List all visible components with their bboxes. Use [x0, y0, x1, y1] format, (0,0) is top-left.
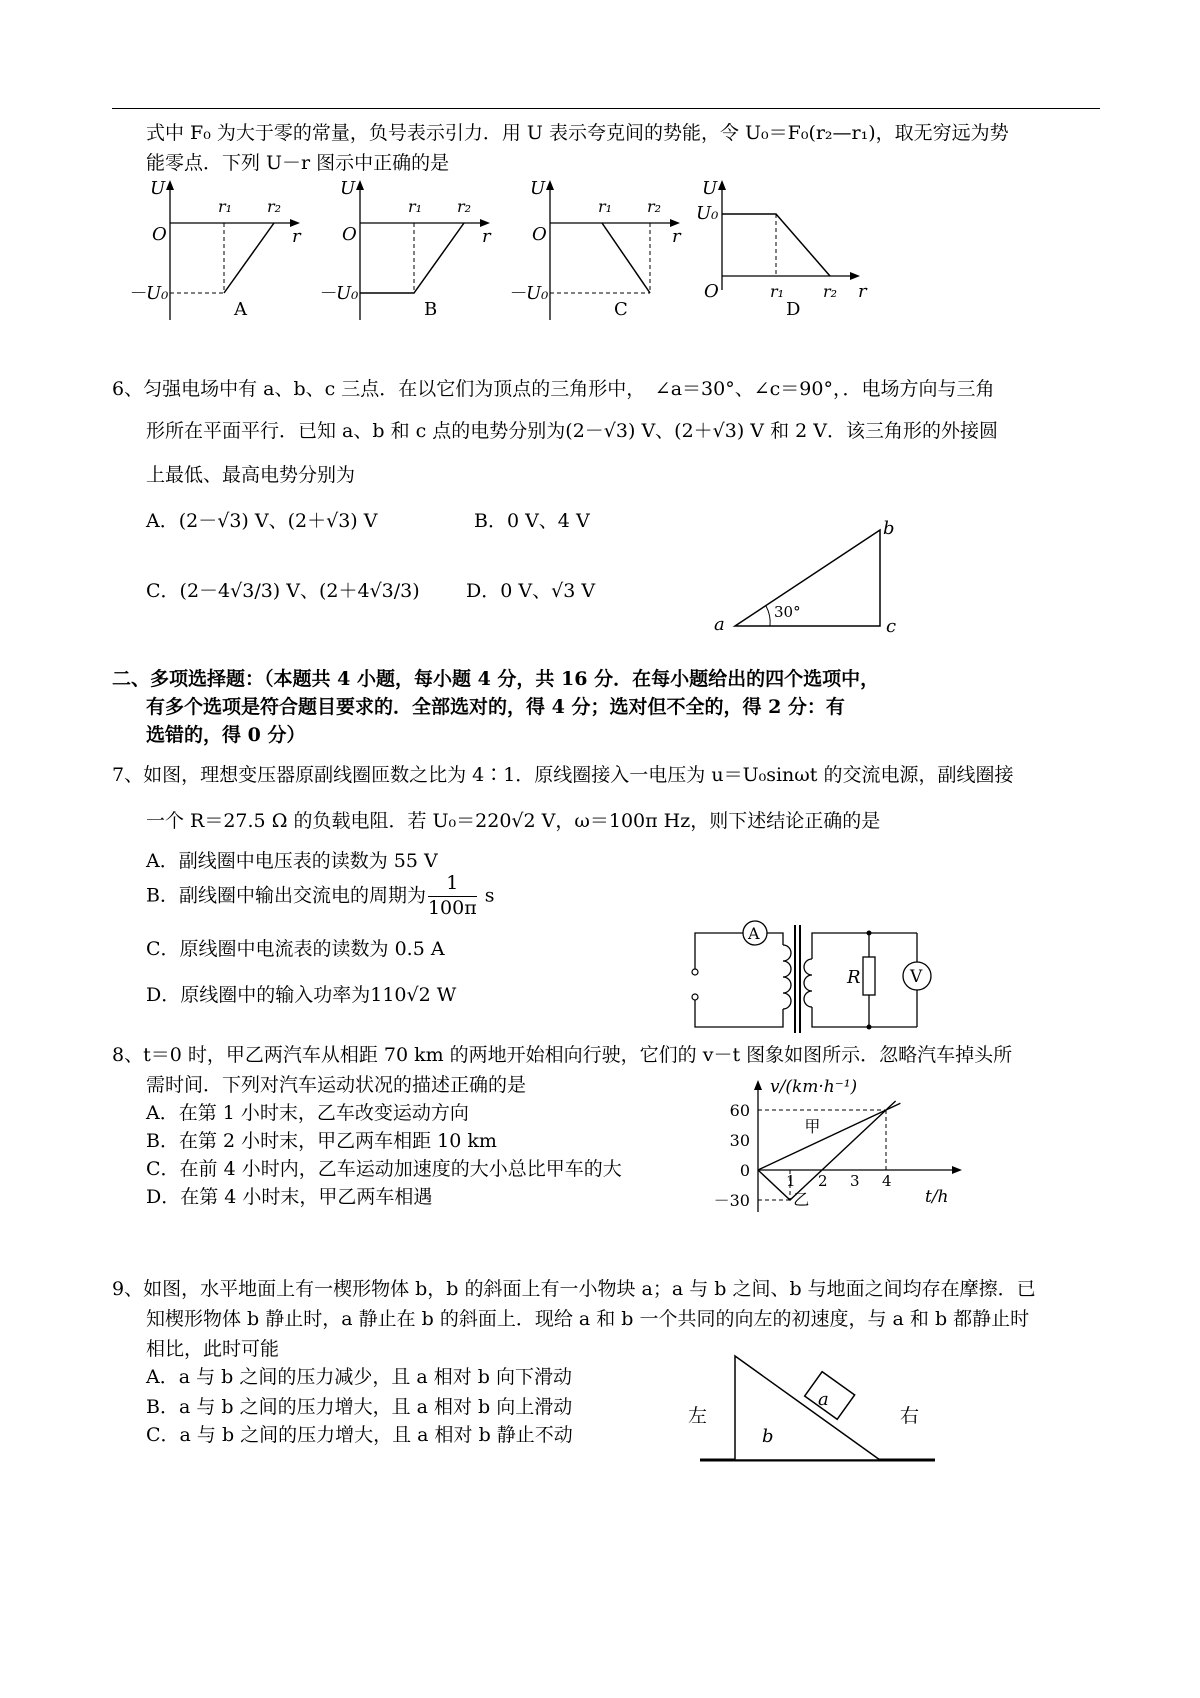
graph-c-r2: r₂	[647, 197, 662, 216]
q8-line1: 8、t＝0 时，甲乙两汽车从相距 70 km 的两地开始相向行驶，它们的 v－t 图象如图所示．忽略汽车掉头所	[112, 1044, 1013, 1066]
graph-b-letter: B	[424, 299, 438, 320]
graph-d-origin: O	[704, 281, 719, 302]
q8-series-label: 甲	[804, 1117, 821, 1136]
graph-d-letter: D	[786, 299, 801, 320]
q7-line2: 一个 R＝27.5 Ω 的负载电阻．若 U₀＝220√2 V，ω＝100π Hz，则下述结论正确的是	[146, 810, 881, 832]
q9-right-label: 右	[900, 1405, 920, 1427]
q6-line1: 6、匀强电场中有 a、b、c 三点．在以它们为顶点的三角形中， ∠a＝30°、∠c＝90°，．电场方向与三角	[112, 378, 995, 400]
q7-option-b-numerator: 1	[428, 872, 477, 897]
graph-c-level: －U₀	[508, 283, 549, 304]
graph-a	[128, 178, 302, 320]
q7-option-b	[146, 872, 495, 921]
graph-b-xlabel: r	[482, 226, 491, 247]
q7-option-c: C．原线圈中电流表的读数为 0.5 A	[146, 938, 445, 960]
graph-a-xlabel: r	[292, 226, 301, 247]
q9-wedge-label: b	[762, 1426, 774, 1447]
graph-c	[508, 178, 682, 320]
q9-wedge-figure	[690, 1350, 950, 1470]
header-rule	[112, 108, 1100, 109]
q9-option-c: C．a 与 b 之间的压力增大，且 a 相对 b 静止不动	[146, 1424, 573, 1446]
graph-b-level: －U₀	[318, 283, 359, 304]
q8-option-b: B．在第 2 小时末，甲乙两车相距 10 km	[146, 1130, 497, 1152]
graph-d-level: U₀	[696, 203, 719, 224]
graph-b	[318, 178, 492, 320]
q8-series-label: 乙	[793, 1190, 810, 1209]
q8-x-arrow	[952, 1166, 962, 1174]
section2-line2: 有多个选项是符合题目要求的．全部选对的，得 4 分；选对但不全的，得 2 分：有	[146, 696, 845, 718]
q6-option-c: C．(2－4√3/3) V、(2＋4√3/3)	[146, 580, 420, 602]
q8-option-a: A．在第 1 小时末，乙车改变运动方向	[146, 1102, 469, 1124]
q9-line3: 相比，此时可能	[146, 1338, 280, 1360]
graph-a-letter: A	[234, 299, 247, 320]
q9-block-label: a	[818, 1389, 829, 1410]
q7-option-b-unit: s	[484, 884, 495, 907]
q8-option-d: D．在第 4 小时末，甲乙两车相遇	[146, 1186, 433, 1208]
q5-graphs	[128, 178, 940, 345]
q7-option-a: A．副线圈中电压表的读数为 55 V	[146, 850, 438, 872]
q6-line3: 上最低、最高电势分别为	[146, 464, 356, 486]
graph-d-r1: r₁	[770, 282, 785, 301]
q6-option-b: B．0 V、4 V	[474, 510, 590, 532]
graph-b-r1: r₁	[408, 197, 423, 216]
q7-option-b-denominator: 100π	[427, 896, 477, 919]
q9-line1: 9、如图，水平地面上有一楔形物体 b，b 的斜面上有一小物块 a；a 与 b 之间、b 与地面之间均存在摩擦．已	[112, 1278, 1036, 1300]
q9-option-a: A．a 与 b 之间的压力减少，且 a 相对 b 向下滑动	[146, 1366, 572, 1388]
q5-intro-line1: 式中 F₀ 为大于零的常量，负号表示引力．用 U 表示夸克间的势能，令 U₀＝F₀(r₂—r₁)，取无穷远为势	[146, 122, 1009, 144]
q8-ytick-label: 60	[729, 1101, 750, 1120]
graph-a-origin: O	[152, 224, 167, 245]
q8-line2: 需时间．下列对汽车运动状况的描述正确的是	[146, 1074, 527, 1096]
q7-option-d: D．原线圈中的输入功率为110√2 W	[146, 984, 457, 1006]
q6-line2: 形所在平面平行．已知 a、b 和 c 点的电势分别为(2－√3) V、(2＋√3) V 和 2 V．该三角形的外接圆	[146, 420, 998, 442]
q6-vertex-a: a	[714, 614, 725, 635]
graph-a-r2: r₂	[267, 197, 282, 216]
q6-angle-label: 30°	[774, 603, 801, 621]
q8-vt-graph	[710, 1072, 970, 1232]
graph-d-xlabel: r	[858, 281, 867, 302]
graph-c-ylabel: U	[530, 178, 546, 199]
graph-a-level: －U₀	[128, 283, 169, 304]
q5-intro-line2: 能零点．下列 U－r 图示中正确的是	[146, 152, 450, 174]
graph-c-origin: O	[532, 224, 547, 245]
graph-c-xlabel: r	[672, 226, 681, 247]
q7-line1: 7、如图，理想变压器原副线圈匝数之比为 4∶1．原线圈接入一电压为 u＝U₀sinωt 的交流电源，副线圈接	[112, 764, 1014, 786]
q8-xlabel: t/h	[925, 1187, 949, 1207]
q7-transformer-circuit	[685, 915, 925, 1045]
section2-line3: 选错的，得 0 分）	[146, 724, 306, 746]
q6-option-d: D．0 V、√3 V	[466, 580, 596, 602]
q7-option-b-fraction	[428, 872, 477, 921]
q8-ytick-label: 0	[739, 1161, 750, 1180]
graph-a-ylabel: U	[150, 178, 166, 199]
graph-c-r1: r₁	[598, 197, 613, 216]
graph-c-letter: C	[614, 299, 628, 320]
q8-xtick-label: 4	[882, 1172, 892, 1190]
q6-triangle-figure	[700, 518, 900, 637]
q8-xtick-label: 3	[850, 1172, 860, 1190]
q8-series-line	[758, 1103, 900, 1170]
q9-option-b: B．a 与 b 之间的压力增大，且 a 相对 b 向上滑动	[146, 1396, 573, 1418]
graph-d	[696, 178, 868, 320]
q7-voltmeter-label: V	[910, 967, 923, 987]
q8-xtick-label: 2	[818, 1172, 828, 1190]
q8-ytick-label: －30	[713, 1191, 750, 1210]
q6-vertex-b: b	[883, 518, 895, 539]
q8-y-arrow	[754, 1080, 762, 1090]
graph-d-ylabel: U	[702, 178, 718, 199]
q8-ytick-label: 30	[729, 1131, 750, 1150]
graph-b-r2: r₂	[457, 197, 472, 216]
q7-option-b-text: B．副线圈中输出交流电的周期为	[146, 884, 426, 907]
graph-a-r1: r₁	[218, 197, 233, 216]
q8-option-c: C．在前 4 小时内，乙车运动加速度的大小总比甲车的大	[146, 1158, 622, 1180]
q6-option-a: A．(2－√3) V、(2＋√3) V	[146, 510, 378, 532]
q9-line2: 知楔形物体 b 静止时，a 静止在 b 的斜面上．现给 a 和 b 一个共同的向左的初速度，与 a 和 b 都静止时	[146, 1308, 1030, 1330]
graph-d-r2: r₂	[823, 282, 838, 301]
q6-vertex-c: c	[886, 616, 897, 637]
q8-ylabel: v/(km·h⁻¹)	[770, 1077, 858, 1097]
section2-line1: 二、多项选择题：（本题共 4 小题，每小题 4 分，共 16 分．在每小题给出的四个选项中，	[112, 668, 880, 690]
q8-xtick-label: 1	[786, 1172, 796, 1190]
q9-left-label: 左	[688, 1405, 708, 1427]
q7-resistor-label: R	[847, 967, 861, 988]
graph-b-ylabel: U	[340, 178, 356, 199]
graph-b-origin: O	[342, 224, 357, 245]
q7-ammeter-label: A	[748, 924, 760, 943]
